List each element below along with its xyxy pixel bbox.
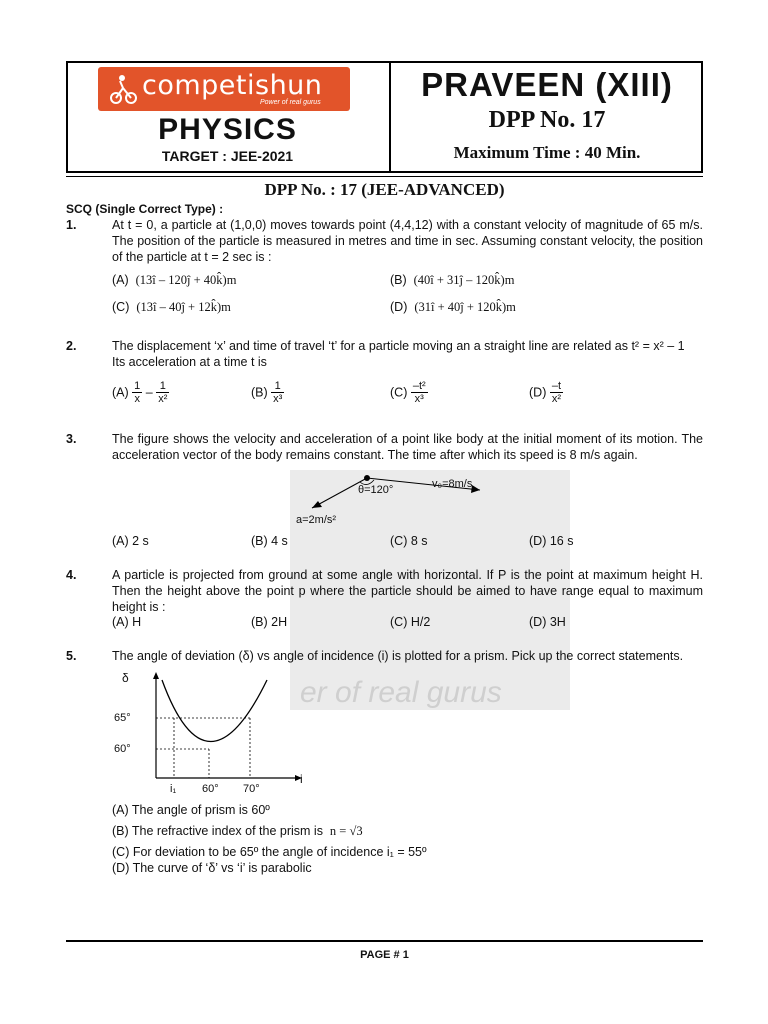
graph-tick-i1: i₁ bbox=[170, 783, 177, 795]
q1-text: At t = 0, a particle at (1,0,0) moves towards point (4,4,12) with a constant velocity of magnitude of 65 m/s. The position of the particle is measured in metres and time in sec. Assuming constant velocity, the position of the particle at t = 2 sec is : bbox=[112, 218, 703, 264]
q3-angle-label: θ=120° bbox=[358, 484, 394, 496]
q2-option-b: (B) $\frac{1}{\text{x³}}$ bbox=[251, 380, 283, 405]
q5-number: 5. bbox=[66, 649, 77, 663]
graph-tick-70x: 70° bbox=[243, 783, 260, 795]
q3-option-c: (C) 8 s bbox=[390, 534, 428, 548]
q4-option-a: (A) H bbox=[112, 615, 142, 629]
graph-x-label: i bbox=[300, 772, 303, 786]
graph-tick-60x: 60° bbox=[202, 783, 219, 795]
q5-option-b: (B) The refractive index of the prism is n = √3 bbox=[112, 824, 363, 838]
dpp-number: DPP No. 17 bbox=[488, 107, 606, 133]
q5-text: The angle of deviation (δ) vs angle of incidence (i) is plotted for a prism. Pick up the correct statements. bbox=[112, 649, 684, 663]
q1-option-a: (A) (13î – 120ĵ + 40k̂)m bbox=[112, 273, 237, 287]
section-heading: SCQ (Single Correct Type) : bbox=[66, 202, 224, 216]
q5-deviation-graph bbox=[112, 668, 312, 798]
footer-rule bbox=[66, 940, 703, 942]
subject-title: PHYSICS bbox=[158, 113, 297, 146]
header-underline bbox=[66, 176, 703, 177]
q1-option-d: (D) (31î + 40ĵ + 120k̂)m bbox=[390, 300, 516, 314]
cyclist-logo-icon bbox=[108, 72, 138, 106]
logo-text: competishun bbox=[142, 70, 323, 101]
q2-option-c: (C) $\frac{\text{–t²}}{\text{x³}}$ bbox=[390, 380, 426, 405]
q4-text: A particle is projected from ground at some angle with horizontal. If P is the point at maximum height H. Then the height above the point p where the particle should be aimed to have range equal to maximum height is : bbox=[112, 568, 703, 614]
q3-velocity-label: v₀=8m/s bbox=[432, 478, 473, 490]
q3-acceleration-label: a=2m/s² bbox=[296, 514, 337, 526]
q2-number: 2. bbox=[66, 339, 77, 353]
max-time: Maximum Time : 40 Min. bbox=[453, 143, 641, 162]
q1-option-b: (B) (40î + 31ĵ – 120k̂)m bbox=[390, 273, 515, 287]
q3-option-d: (D) 16 s bbox=[529, 534, 574, 548]
q3-option-a: (A) 2 s bbox=[112, 534, 149, 548]
q5-option-a: (A) The angle of prism is 60º bbox=[112, 803, 270, 817]
q4-number: 4. bbox=[66, 568, 77, 582]
page-number: PAGE # 1 bbox=[360, 949, 409, 961]
page-subtitle: DPP No. : 17 (JEE-ADVANCED) bbox=[264, 180, 505, 199]
q5-option-d: (D) The curve of ‘δ’ vs ‘i’ is parabolic bbox=[112, 861, 312, 875]
q1-option-c: (C) (13î – 40ĵ + 12k̂)m bbox=[112, 300, 231, 314]
target-exam: TARGET : JEE-2021 bbox=[161, 148, 294, 164]
q4-option-d: (D) 3H bbox=[529, 615, 566, 629]
q4-option-c: (C) H/2 bbox=[390, 615, 431, 629]
q5-option-c: (C) For deviation to be 65º the angle of incidence i₁ = 55º bbox=[112, 845, 427, 859]
q2-text-line2: Its acceleration at a time t is bbox=[112, 355, 267, 369]
q3-option-b: (B) 4 s bbox=[251, 534, 288, 548]
batch-title: PRAVEEN (XIII) bbox=[421, 66, 673, 103]
q2-option-a: (A) $\frac{1}{x}$ – $\frac{1}{\text{x²}}$ bbox=[112, 380, 168, 405]
watermark-text: er of real gurus bbox=[300, 676, 502, 709]
logo-tagline: Power of real gurus bbox=[260, 99, 321, 106]
graph-y-label: δ bbox=[122, 671, 129, 685]
graph-curve bbox=[162, 680, 267, 742]
q2-text-line1: The displacement ‘x’ and time of travel ‘t’ for a particle moving an a straight line are related as t² = x² – 1 bbox=[112, 339, 685, 353]
q1-number: 1. bbox=[66, 218, 77, 232]
graph-tick-60: 60° bbox=[114, 743, 131, 755]
q3-number: 3. bbox=[66, 432, 77, 446]
graph-tick-65: 65° bbox=[114, 712, 131, 724]
q4-option-b: (B) 2H bbox=[251, 615, 288, 629]
q3-text: The figure shows the velocity and acceleration of a point like body at the initial moment of its motion. The acceleration vector of the body remains constant. The time after which its speed is 8 m/s again. bbox=[112, 432, 703, 462]
q2-option-d: (D) $\frac{-t}{\text{x²}}$ bbox=[529, 380, 562, 405]
